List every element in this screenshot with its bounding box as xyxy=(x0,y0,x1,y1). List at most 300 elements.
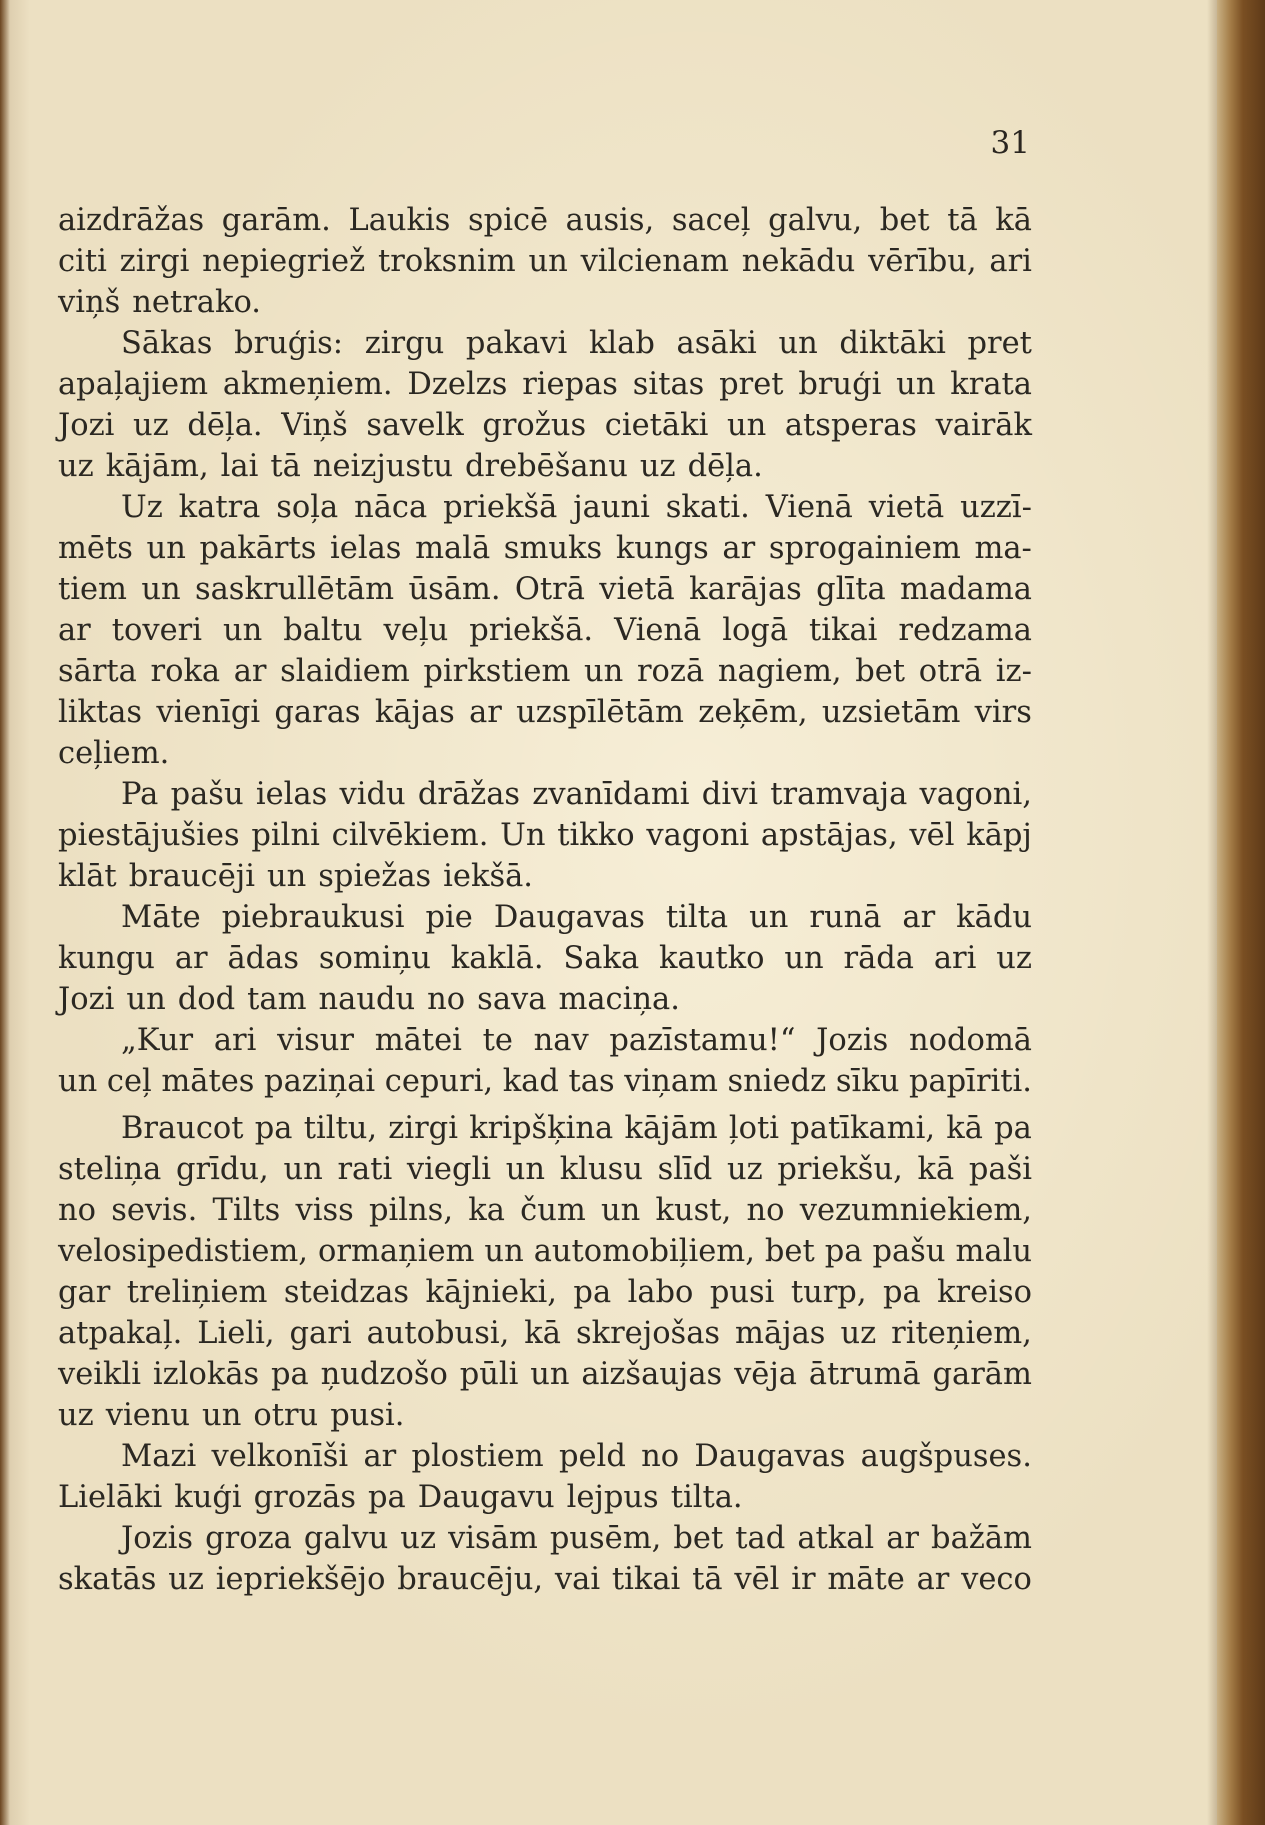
word: veļu xyxy=(383,613,449,648)
text-line xyxy=(58,200,1032,241)
word: virs xyxy=(974,695,1032,730)
word: uz xyxy=(639,449,676,484)
word: rozā xyxy=(636,654,705,689)
word: papīriti. xyxy=(908,1064,1032,1099)
word: redzama xyxy=(898,613,1032,648)
text-line xyxy=(58,1061,1032,1102)
word: un xyxy=(726,408,767,443)
word: vezumniekiem, xyxy=(799,1193,1032,1228)
word: Daugavas xyxy=(493,900,645,935)
text-line xyxy=(58,1477,1032,1518)
word: mātes xyxy=(161,1064,255,1099)
word: pirkstiem xyxy=(423,654,571,689)
word: zeķēm, xyxy=(698,695,808,730)
word: grozās xyxy=(253,1480,357,1515)
word: no xyxy=(746,1193,785,1228)
word: Viņš xyxy=(281,408,348,443)
word: divi xyxy=(701,777,759,812)
word: un xyxy=(266,859,307,894)
word: bruģi xyxy=(798,367,882,402)
word: tad xyxy=(735,1521,786,1556)
word: tikai xyxy=(808,613,878,648)
word: uz xyxy=(58,1398,94,1433)
word: un xyxy=(58,1064,98,1099)
word: pa xyxy=(254,1111,293,1146)
word: mātei xyxy=(374,1023,462,1058)
word: bažām xyxy=(931,1521,1032,1556)
word: braucēju, xyxy=(397,1562,544,1597)
text-line xyxy=(58,733,1032,774)
word: iepriekšējo xyxy=(215,1562,386,1597)
word: un xyxy=(505,1152,545,1187)
text-line xyxy=(58,897,1032,938)
word: tas xyxy=(568,1064,615,1099)
word: Daugavu xyxy=(417,1480,555,1515)
word: Lielāki xyxy=(58,1480,163,1515)
word: bet xyxy=(673,1521,724,1556)
word: sevis. xyxy=(111,1193,198,1228)
word: uz xyxy=(168,1562,204,1597)
word: galvu, xyxy=(768,203,863,238)
word: kripšķina xyxy=(469,1111,614,1146)
word: no xyxy=(58,1193,97,1228)
text-line xyxy=(58,1395,1032,1436)
text-line xyxy=(58,774,1032,815)
word: pa xyxy=(573,1275,612,1310)
word: skrejošas xyxy=(575,1316,721,1351)
text-line xyxy=(58,610,1032,651)
word: Sākas xyxy=(121,326,213,361)
text-line xyxy=(58,979,1032,1020)
word: visur xyxy=(277,1023,354,1058)
word: sava xyxy=(477,982,547,1017)
text-line xyxy=(58,815,1032,856)
word: un xyxy=(528,244,568,279)
word: tikko xyxy=(557,818,635,853)
word: pilni xyxy=(251,818,320,853)
word: ādas xyxy=(227,941,299,976)
text-line xyxy=(58,651,1032,692)
word: akmeņiem. xyxy=(222,367,393,402)
word: riepas xyxy=(522,367,618,402)
word: vēl xyxy=(734,1562,780,1597)
word: uz xyxy=(58,449,94,484)
word: diktāki xyxy=(839,326,946,361)
word: vietā xyxy=(868,490,945,525)
word: tilta xyxy=(665,900,729,935)
word: vidu xyxy=(339,777,406,812)
word: ar xyxy=(363,1439,397,1474)
word: un xyxy=(283,1152,323,1187)
word: tilta. xyxy=(670,1480,743,1515)
word: visām xyxy=(448,1521,538,1556)
word: sitas xyxy=(632,367,705,402)
word: Un xyxy=(500,818,546,853)
word: paši xyxy=(968,1152,1032,1187)
word: sniedz xyxy=(727,1064,827,1099)
word: Vienā xyxy=(614,613,702,648)
text-line xyxy=(58,856,1032,897)
word: liktas xyxy=(58,695,143,730)
word: māte xyxy=(827,1562,905,1597)
word: ari xyxy=(933,941,977,976)
word: kautko xyxy=(659,941,765,976)
word: ar xyxy=(469,695,502,730)
word: kāpj xyxy=(966,818,1032,853)
word: uzspīlētām xyxy=(516,695,684,730)
word: piestājušies xyxy=(58,818,240,853)
word: apaļajiem xyxy=(58,367,209,402)
word: ceļ xyxy=(106,1064,152,1099)
word: ātrumā xyxy=(808,1357,921,1392)
text-line xyxy=(58,938,1032,979)
word: pazīstamu!“ xyxy=(609,1023,796,1058)
word: pašu xyxy=(170,777,244,812)
word: vilcienam xyxy=(580,244,729,279)
word: Laukis xyxy=(348,203,451,238)
word: kādu xyxy=(956,900,1032,935)
word: ar xyxy=(58,613,91,648)
word: grožus xyxy=(482,408,587,443)
word: ar xyxy=(233,654,267,689)
text-line xyxy=(58,1020,1032,1061)
word: priekšu, xyxy=(777,1152,903,1187)
word: Dzelzs xyxy=(407,367,508,402)
text-line xyxy=(58,569,1032,610)
word: karājas xyxy=(689,572,802,607)
word: otru xyxy=(253,1398,319,1433)
word: nepiegriež xyxy=(202,244,366,279)
word: kad xyxy=(502,1064,559,1099)
word: tramvaja xyxy=(770,777,908,812)
word: maciņa. xyxy=(558,982,680,1017)
word: smuks xyxy=(503,531,603,566)
word: veco xyxy=(961,1562,1032,1597)
word: treliņiem xyxy=(126,1275,268,1310)
word: skati. xyxy=(665,490,750,525)
word: tā xyxy=(692,1562,723,1597)
word: kungs xyxy=(615,531,709,566)
word: vienīgi xyxy=(156,695,261,730)
word: ar xyxy=(902,900,936,935)
word: nodomā xyxy=(908,1023,1032,1058)
word: cilvēkiem. xyxy=(331,818,489,853)
text-line xyxy=(58,405,1032,446)
word: riteņiem, xyxy=(891,1316,1032,1351)
word: un xyxy=(601,1193,641,1228)
word: pusi. xyxy=(330,1398,405,1433)
word: Otrā xyxy=(514,572,585,607)
word: kā xyxy=(995,203,1032,238)
word: viņš xyxy=(58,285,121,320)
word: Lieli, xyxy=(197,1316,275,1351)
word: citi xyxy=(58,244,107,279)
word: velkonīši xyxy=(211,1439,349,1474)
word: ielas xyxy=(255,777,328,812)
word: zirgu xyxy=(364,326,445,361)
word: krata xyxy=(950,367,1032,402)
word: kaklā. xyxy=(450,941,544,976)
word: slīd xyxy=(657,1152,713,1187)
word: dēļa. xyxy=(687,449,763,484)
word: patīkami, xyxy=(790,1111,936,1146)
word: uz xyxy=(726,1152,763,1187)
word: pūli xyxy=(459,1357,519,1392)
text-line xyxy=(58,692,1032,733)
word: priekšā. xyxy=(469,613,594,648)
word: bet xyxy=(879,203,930,238)
word: atkal xyxy=(797,1521,875,1556)
word: groza xyxy=(205,1521,292,1556)
word: somiņu xyxy=(318,941,431,976)
word: viegli xyxy=(406,1152,491,1187)
word: klusu xyxy=(559,1152,643,1187)
word: soļa xyxy=(276,490,339,525)
text-line xyxy=(58,323,1032,364)
word: nekādu xyxy=(741,244,856,279)
word: uzsietām xyxy=(821,695,961,730)
word: lai xyxy=(220,449,259,484)
page-gutter-shadow xyxy=(1207,0,1217,1825)
word: piebraukusi xyxy=(221,900,405,935)
word: un xyxy=(530,1357,570,1392)
word: uz xyxy=(996,941,1032,976)
word: un xyxy=(141,572,181,607)
word: atsperas xyxy=(784,408,917,443)
word: zvanīdami xyxy=(532,777,690,812)
word: ari xyxy=(989,244,1032,279)
word: zirgi xyxy=(388,1111,458,1146)
text-line xyxy=(58,446,1032,487)
word: gari xyxy=(289,1316,352,1351)
word: malu xyxy=(955,1234,1032,1269)
word: ielas xyxy=(330,531,402,566)
word: pakavi xyxy=(465,326,568,361)
word: dod xyxy=(177,982,236,1017)
word: asāki xyxy=(676,326,757,361)
word: iz- xyxy=(995,654,1032,689)
word: un xyxy=(484,1234,524,1269)
word: ar xyxy=(174,941,208,976)
word: pakārts xyxy=(199,531,317,566)
word: un xyxy=(896,367,936,402)
word: bet xyxy=(764,1234,815,1269)
word: mēts xyxy=(58,531,133,566)
word: Uz xyxy=(121,490,163,525)
word: nagiem, xyxy=(717,654,842,689)
word: autobusi, xyxy=(366,1316,510,1351)
word: garām xyxy=(932,1357,1032,1392)
word: ceļiem. xyxy=(58,736,170,771)
word: labo xyxy=(627,1275,694,1310)
word: Vienā xyxy=(765,490,853,525)
word: ka xyxy=(468,1193,505,1228)
text-line xyxy=(58,1190,1032,1231)
word: viņam xyxy=(624,1064,718,1099)
word: pa xyxy=(824,1234,863,1269)
word: ormaņiem xyxy=(318,1234,475,1269)
word: Jozi xyxy=(58,408,115,443)
word: Daugavas xyxy=(694,1439,846,1474)
word: Jozis xyxy=(816,1023,889,1058)
word: bruģis: xyxy=(234,326,344,361)
word: spicē xyxy=(468,203,549,238)
word: pa xyxy=(882,1275,921,1310)
word: drāžas xyxy=(417,777,521,812)
body-text xyxy=(58,200,1032,1600)
page-left-edge xyxy=(0,0,10,1825)
word: drebēšanu xyxy=(464,449,628,484)
word: sprogainiem xyxy=(768,531,961,566)
word: troksnim xyxy=(377,244,516,279)
word: rati xyxy=(337,1152,393,1187)
word: pusi xyxy=(709,1275,775,1310)
word: kājām, xyxy=(105,449,209,484)
text-line xyxy=(58,364,1032,405)
text-line xyxy=(58,1231,1032,1272)
word: sīku xyxy=(835,1064,900,1099)
word: garām. xyxy=(221,203,331,238)
word: veikli xyxy=(58,1357,142,1392)
word: zirgi xyxy=(119,244,190,279)
word: tiltu, xyxy=(303,1111,378,1146)
word: pilns, xyxy=(369,1193,454,1228)
word: te xyxy=(482,1023,513,1058)
word: pret xyxy=(719,367,784,402)
word: un xyxy=(126,982,166,1017)
word: velosipedistiem, xyxy=(58,1234,308,1269)
word: kuģi xyxy=(174,1480,242,1515)
word: rāda xyxy=(843,941,914,976)
word: paziņai xyxy=(264,1064,376,1099)
word: lejpus xyxy=(566,1480,659,1515)
word: kā xyxy=(524,1316,561,1351)
word: vai xyxy=(554,1562,601,1597)
word: kājām xyxy=(624,1111,718,1146)
text-line xyxy=(58,528,1032,569)
word: un xyxy=(584,654,624,689)
word: aizšaujas xyxy=(581,1357,723,1392)
text-line xyxy=(58,282,1032,323)
word: augšpuses. xyxy=(860,1439,1032,1474)
word: katra xyxy=(178,490,261,525)
word: pie xyxy=(425,900,473,935)
word: steidzas xyxy=(283,1275,410,1310)
word: ar xyxy=(886,1521,919,1556)
word: dēļa. xyxy=(187,408,263,443)
word: un xyxy=(778,326,818,361)
word: tā xyxy=(270,449,301,484)
text-line xyxy=(58,1108,1032,1149)
word: vairāk xyxy=(935,408,1032,443)
word: izlokās xyxy=(152,1357,260,1392)
word: glīta xyxy=(816,572,886,607)
word: vagoni, xyxy=(919,777,1032,812)
word: ir xyxy=(791,1562,816,1597)
word: plostiem xyxy=(411,1439,544,1474)
word: pa xyxy=(271,1357,309,1392)
book-spine xyxy=(1217,0,1265,1825)
word: „Kur xyxy=(121,1023,194,1058)
word: tikai xyxy=(611,1562,681,1597)
word: ūsām. xyxy=(408,572,501,607)
word: Braucot xyxy=(121,1111,244,1146)
text-line xyxy=(58,1272,1032,1313)
word: nav xyxy=(533,1023,589,1058)
word: netrako. xyxy=(132,285,261,320)
word: peld xyxy=(558,1439,626,1474)
word: kā xyxy=(946,1111,983,1146)
word: saskrullētām xyxy=(194,572,395,607)
word: ar xyxy=(916,1562,950,1597)
word: vēja xyxy=(734,1357,797,1392)
word: tā xyxy=(947,203,978,238)
word: un xyxy=(749,900,789,935)
word: vēl xyxy=(909,818,955,853)
word: kungu xyxy=(58,941,155,976)
word: runā xyxy=(809,900,882,935)
word: uzzī- xyxy=(960,490,1032,525)
word: sārta xyxy=(58,654,137,689)
word: malā xyxy=(415,531,491,566)
word: neizjustu xyxy=(312,449,453,484)
word: no xyxy=(427,982,466,1017)
word: un xyxy=(784,941,824,976)
word: skatās xyxy=(58,1562,157,1597)
word: ar xyxy=(722,531,756,566)
word: kā xyxy=(917,1152,955,1187)
word: vagoni xyxy=(646,818,750,853)
word: kājas xyxy=(374,695,455,730)
word: Jozis xyxy=(121,1521,194,1556)
text-line xyxy=(58,241,1032,282)
word: steliņa xyxy=(58,1152,162,1187)
word: madama xyxy=(900,572,1032,607)
text-line xyxy=(58,1149,1032,1190)
word: baltu xyxy=(283,613,363,648)
word: braucēji xyxy=(128,859,255,894)
word: klāt xyxy=(58,859,117,894)
word: pusēm, xyxy=(549,1521,662,1556)
word: aizdrāžas xyxy=(58,203,205,238)
word: uz xyxy=(840,1316,877,1351)
word: saceļ xyxy=(671,203,751,238)
word: galvu xyxy=(303,1521,389,1556)
word: pret xyxy=(967,326,1032,361)
text-line xyxy=(58,1436,1032,1477)
word: un xyxy=(222,613,263,648)
word: pa xyxy=(994,1111,1032,1146)
word: pašu xyxy=(872,1234,946,1269)
word: Tilts xyxy=(212,1193,281,1228)
word: vietā xyxy=(599,572,675,607)
word: garas xyxy=(274,695,361,730)
word: un xyxy=(202,1398,242,1433)
word: pa xyxy=(368,1480,406,1515)
word: tam xyxy=(247,982,307,1017)
word: uz xyxy=(400,1521,437,1556)
word: klab xyxy=(588,326,655,361)
word: spiežas xyxy=(318,859,432,894)
text-line xyxy=(58,1518,1032,1559)
word: otrā xyxy=(918,654,983,689)
word: slaidiem xyxy=(280,654,410,689)
word: čum xyxy=(520,1193,586,1228)
word: iekšā. xyxy=(443,859,533,894)
text-line xyxy=(58,487,1032,528)
word: un xyxy=(146,531,186,566)
word: vērību, xyxy=(868,244,977,279)
